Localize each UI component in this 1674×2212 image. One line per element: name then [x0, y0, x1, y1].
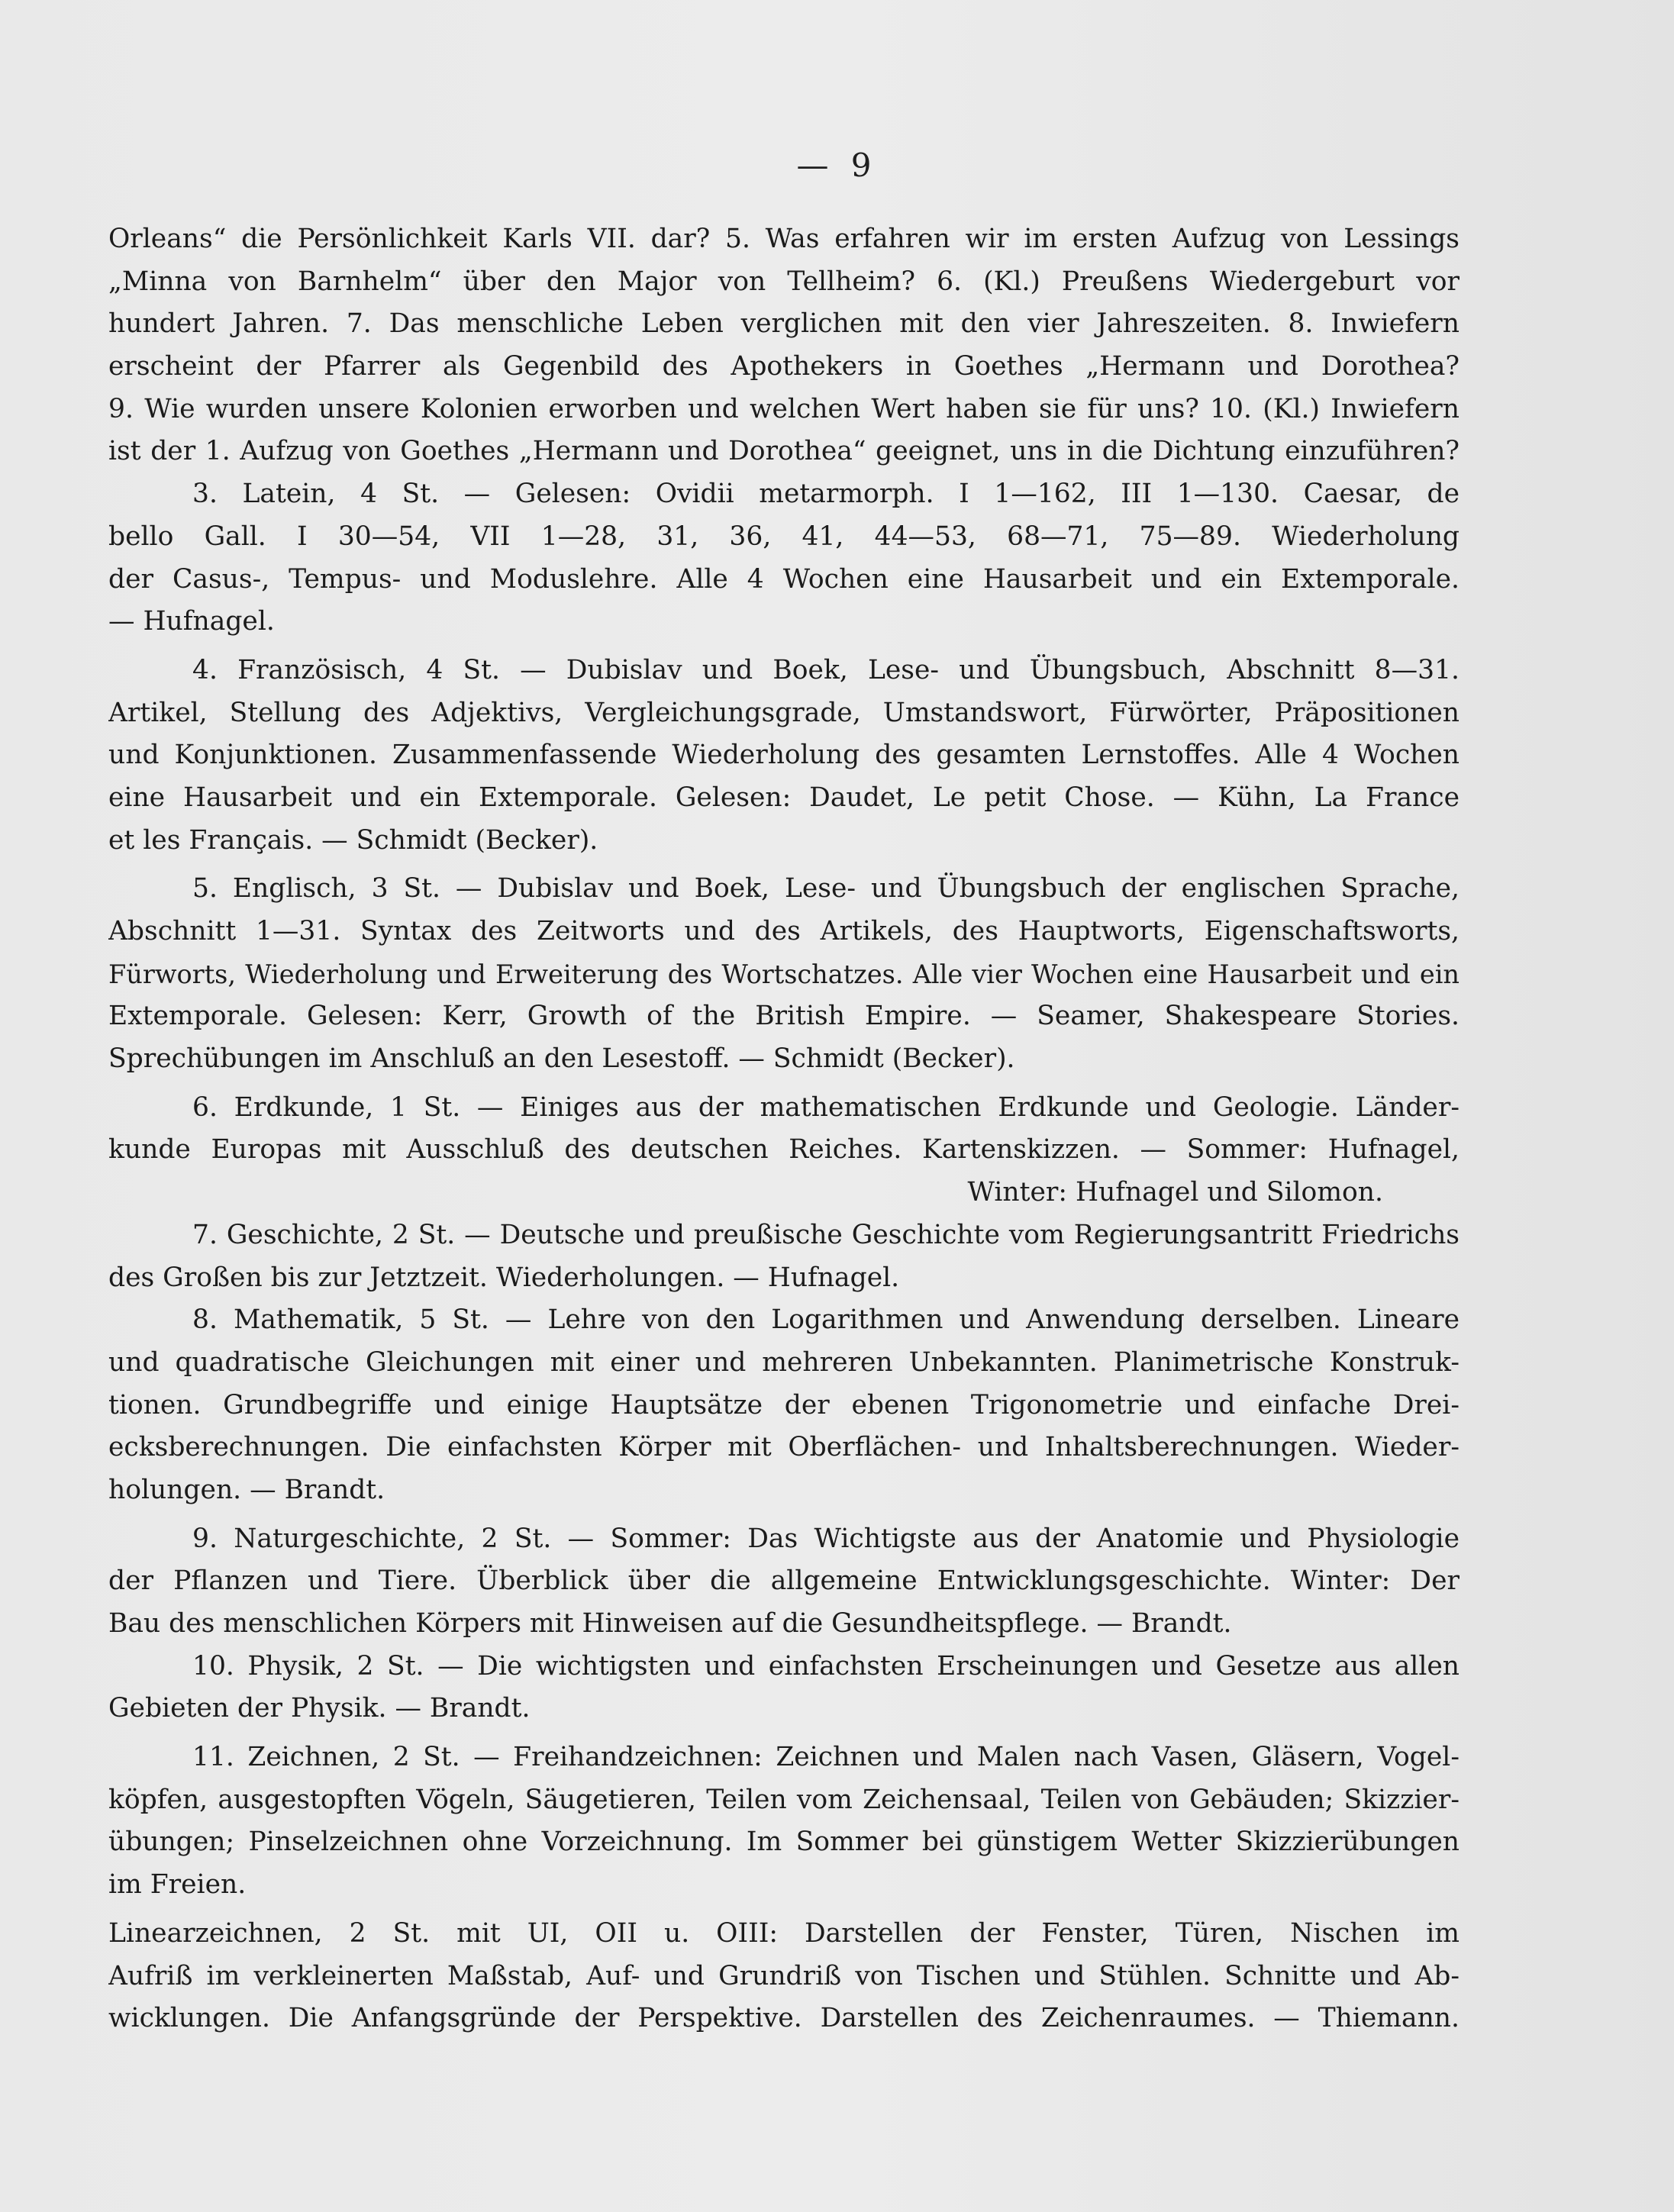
- text-line: 3. Latein, 4 St. — Gelesen: Ovidii metarmorph. I 1—162, III 1—130. Caesar, de: [192, 479, 1460, 510]
- text-line: Bau des menschlichen Körpers mit Hinweisen auf die Gesundheitspflege. — Brandt.: [108, 1608, 1232, 1639]
- text-line: kunde Europas mit Ausschluß des deutschen Reiches. Kartenskizzen. — Sommer: Hufnagel,: [108, 1134, 1460, 1166]
- text-line: 8. Mathematik, 5 St. — Lehre von den Logarithmen und Anwendung derselben. Lineare: [192, 1304, 1460, 1336]
- text-line: Gebieten der Physik. — Brandt.: [108, 1693, 531, 1724]
- text-line: Aufriß im verkleinerten Maßstab, Auf- und Grundriß von Tischen und Stühlen. Schnitte und Ab-: [108, 1960, 1460, 1991]
- text-line: 6. Erdkunde, 1 St. — Einiges aus der mathematischen Erdkunde und Geologie. Länder-: [192, 1091, 1460, 1123]
- text-line: bello Gall. I 30—54, VII 1—28, 31, 36, 41, 44—53, 68—71, 75—89. Wiederholung: [108, 521, 1460, 552]
- text-line: hundert Jahren. 7. Das menschliche Leben verglichen mit den vier Jahreszeiten. 8. Inwiefern: [108, 308, 1460, 340]
- text-line: tionen. Grundbegriffe und einige Hauptsätze der ebenen Trigonometrie und einfache Drei-: [108, 1389, 1460, 1420]
- text-line: Sprechübungen im Anschluß an den Lesestoff. — Schmidt (Becker).: [108, 1043, 1015, 1075]
- text-line: Orleans“ die Persönlichkeit Karls VII. dar? 5. Was erfahren wir im ersten Aufzug von Lessings: [108, 224, 1460, 254]
- text-line: eine Hausarbeit und ein Extemporale. Gelesen: Daudet, Le petit Chose. — Kühn, La France: [108, 782, 1460, 813]
- text-line: 4. Französisch, 4 St. — Dubislav und Boek, Lese- und Übungsbuch, Abschnitt 8—31.: [192, 654, 1460, 685]
- text-line: „Minna von Barnhelm“ über den Major von Tellheim? 6. (Kl.) Preußens Wiedergeburt vor: [108, 266, 1460, 297]
- text-line: ecksberechnungen. Die einfachsten Körper mit Oberflächen- und Inhaltsberechnungen. Wieder-: [108, 1432, 1460, 1463]
- text-line: 11. Zeichnen, 2 St. — Freihandzeichnen: Zeichnen und Malen nach Vasen, Gläsern, Vogel-: [192, 1742, 1460, 1773]
- text-line: im Freien.: [108, 1869, 247, 1901]
- text-line: 9. Wie wurden unsere Kolonien erworben und welchen Wert haben sie für uns? 10. (Kl.) Inwiefern: [108, 393, 1460, 424]
- text-line: Abschnitt 1—31. Syntax des Zeitworts und des Artikels, des Hauptworts, Eigenschaftsworts,: [108, 916, 1460, 946]
- text-line: Winter: Hufnagel und Silomon.: [967, 1177, 1383, 1208]
- text-line: 10. Physik, 2 St. — Die wichtigsten und einfachsten Erscheinungen und Gesetze aus allen: [192, 1650, 1460, 1682]
- text-line: köpfen, ausgestopften Vögeln, Säugetieren, Teilen vom Zeichensaal, Teilen von Gebäuden; Skizzier-: [108, 1784, 1460, 1815]
- text-line: der Casus-, Tempus- und Moduslehre. Alle 4 Wochen eine Hausarbeit und ein Extemporale.: [108, 563, 1460, 595]
- text-line: 9. Naturgeschichte, 2 St. — Sommer: Das Wichtigste aus der Anatomie und Physiologie: [192, 1523, 1460, 1554]
- text-line: des Großen bis zur Jetztzeit. Wiederholungen. — Hufnagel.: [108, 1262, 900, 1293]
- text-line: — Hufnagel.: [108, 606, 275, 637]
- text-line: Fürworts, Wiederholung und Erweiterung des Wortschatzes. Alle vier Wochen eine Hausarbeit und ein: [108, 959, 1460, 989]
- text-line: erscheint der Pfarrer als Gegenbild des Apothekers in Goethes „Hermann und Dorothea?: [108, 351, 1460, 382]
- text-line: der Pflanzen und Tiere. Überblick über die allgemeine Entwicklungsgeschichte. Winter: Der: [108, 1565, 1460, 1597]
- text-line: Extemporale. Gelesen: Kerr, Growth of the British Empire. — Seamer, Shakespeare Stories.: [108, 1001, 1460, 1032]
- text-line: holungen. — Brandt.: [108, 1474, 385, 1505]
- text-line: und Konjunktionen. Zusammenfassende Wiederholung des gesamten Lernstoffes. Alle 4 Wochen: [108, 740, 1460, 771]
- body-text: [108, 218, 1460, 2040]
- text-line: 5. Englisch, 3 St. — Dubislav und Boek, Lese- und Übungsbuch der englischen Sprache,: [192, 873, 1460, 904]
- text-line: Linearzeichnen, 2 St. mit UI, OII u. OIII: Darstellen der Fenster, Türen, Nischen im: [108, 1917, 1460, 1949]
- text-line: Artikel, Stellung des Adjektivs, Vergleichungsgrade, Umstandswort, Fürwörter, Präpositionen: [108, 697, 1460, 728]
- text-line: 7. Geschichte, 2 St. — Deutsche und preußische Geschichte vom Regierungsantritt Friedrichs: [192, 1219, 1460, 1250]
- text-line: et les Français. — Schmidt (Becker).: [108, 824, 598, 856]
- text-line: ist der 1. Aufzug von Goethes „Hermann und Dorothea“ geeignet, uns in die Dichtung einzuführen?: [108, 436, 1460, 467]
- page-number: — 9: [796, 147, 878, 184]
- text-line: und quadratische Gleichungen mit einer und mehreren Unbekannten. Planimetrische Konstruk-: [108, 1346, 1460, 1378]
- text-line: wicklungen. Die Anfangsgründe der Perspektive. Darstellen des Zeichenraumes. — Thiemann.: [108, 2003, 1460, 2034]
- text-line: übungen; Pinselzeichnen ohne Vorzeichnung. Im Sommer bei günstigem Wetter Skizzierübungen: [108, 1827, 1460, 1858]
